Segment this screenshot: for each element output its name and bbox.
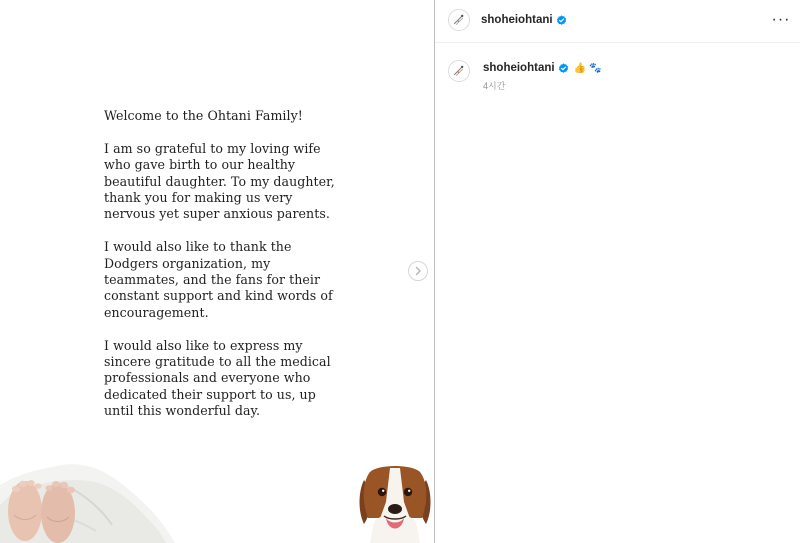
more-options-button[interactable] xyxy=(771,12,791,28)
header-username[interactable]: shoheiohtani xyxy=(481,14,553,26)
announcement-letter xyxy=(104,108,344,420)
thumbs-up-emoji: 👍 xyxy=(573,62,587,74)
header-username-row xyxy=(481,14,567,26)
post-side-panel xyxy=(435,0,800,543)
caption-username[interactable]: shoheiohtani xyxy=(483,62,555,74)
letter-paragraph-3: I would also like to express my sincere gratitude to all the medical professionals and everyone who dedicated their support to us, up until this wonderful day. xyxy=(104,337,331,419)
verified-badge-icon xyxy=(556,15,567,26)
profile-avatar[interactable] xyxy=(448,9,470,31)
chevron-right-icon xyxy=(413,266,423,276)
caption xyxy=(483,62,601,74)
caption-avatar[interactable] xyxy=(448,60,470,82)
paw-prints-emoji: 🐾 xyxy=(589,62,602,74)
carousel-next-button[interactable] xyxy=(408,261,428,281)
verified-badge-icon xyxy=(558,63,569,74)
post-timestamp[interactable]: 4시간 xyxy=(483,81,506,91)
post-header xyxy=(435,0,800,43)
more-horizontal-icon: ··· xyxy=(771,11,791,28)
baby-feet-image xyxy=(0,455,175,543)
letter-paragraph-1: I am so grateful to my loving wife who gave birth to our healthy beautiful daughter. To my daughter, thank you for making us very nervous yet super anxious parents. xyxy=(104,140,335,222)
dog-image xyxy=(356,462,434,543)
avatar-illustration-icon xyxy=(449,10,469,30)
letter-paragraph-2: I would also like to thank the Dodgers organization, my teammates, and the fans for their constant support and kind words of encouragement. xyxy=(104,239,333,320)
avatar-illustration-icon xyxy=(449,61,469,81)
letter-heading: Welcome to the Ohtani Family! xyxy=(104,108,303,123)
